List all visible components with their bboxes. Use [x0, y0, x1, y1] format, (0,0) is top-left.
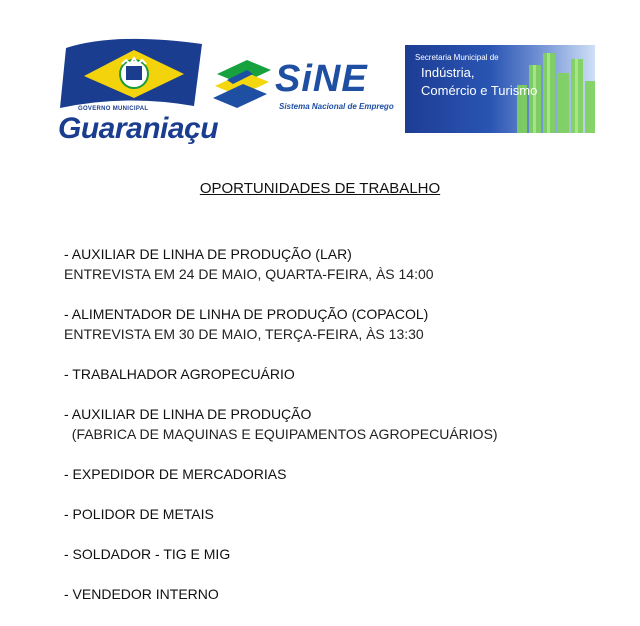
guaraniacu-name: Guaraniaçu [58, 112, 219, 145]
guaraniacu-logo [56, 36, 219, 154]
job-name: - AUXILIAR DE LINHA DE PRODUÇÃO [64, 406, 312, 422]
secretaria-small-text: Secretaria Municipal de [415, 53, 499, 62]
job-employer-detail: (FABRICA DE MAQUINAS E EQUIPAMENTOS AGROPECUÁRIOS) [64, 426, 498, 442]
job-name: - AUXILIAR DE LINHA DE PRODUÇÃO (LAR) [64, 246, 352, 262]
guaraniacu-gov-text: GOVERNO MUNICIPAL [78, 106, 149, 112]
job-name: - VENDEDOR INTERNO [64, 586, 219, 602]
job-name: - TRABALHADOR AGROPECUÁRIO [64, 366, 295, 382]
job-name: - SOLDADOR - TIG E MIG [64, 546, 231, 562]
job-interview-detail: ENTREVISTA EM 30 DE MAIO, TERÇA-FEIRA, ÀS 13:30 [64, 326, 424, 342]
sine-logo [213, 56, 393, 116]
job-item [64, 364, 624, 384]
logo-header [0, 0, 640, 160]
sine-flag-icon [213, 56, 273, 112]
job-item [64, 404, 624, 444]
job-item [64, 244, 624, 284]
secretaria-line-1: Indústria, [421, 65, 475, 80]
job-item [64, 504, 624, 524]
job-name: - POLIDOR DE METAIS [64, 506, 214, 522]
page-title: OPORTUNIDADES DE TRABALHO [199, 180, 441, 197]
job-interview-detail: ENTREVISTA EM 24 DE MAIO, QUARTA-FEIRA, ÀS 14:00 [64, 266, 434, 282]
job-item [64, 544, 624, 564]
secretaria-line-2: Comércio e Turismo [421, 83, 538, 98]
guaraniacu-flag-icon [56, 36, 206, 116]
job-name: - EXPEDIDOR DE MERCADORIAS [64, 466, 287, 482]
sine-subtitle: Sistema Nacional de Emprego [279, 102, 394, 111]
job-list [64, 244, 624, 624]
sine-wordmark: SiNE [275, 58, 368, 100]
job-item [64, 464, 624, 484]
job-item [64, 584, 624, 604]
job-item [64, 304, 624, 344]
secretaria-logo [405, 45, 595, 133]
job-name: - ALIMENTADOR DE LINHA DE PRODUÇÃO (COPACOL) [64, 306, 429, 322]
